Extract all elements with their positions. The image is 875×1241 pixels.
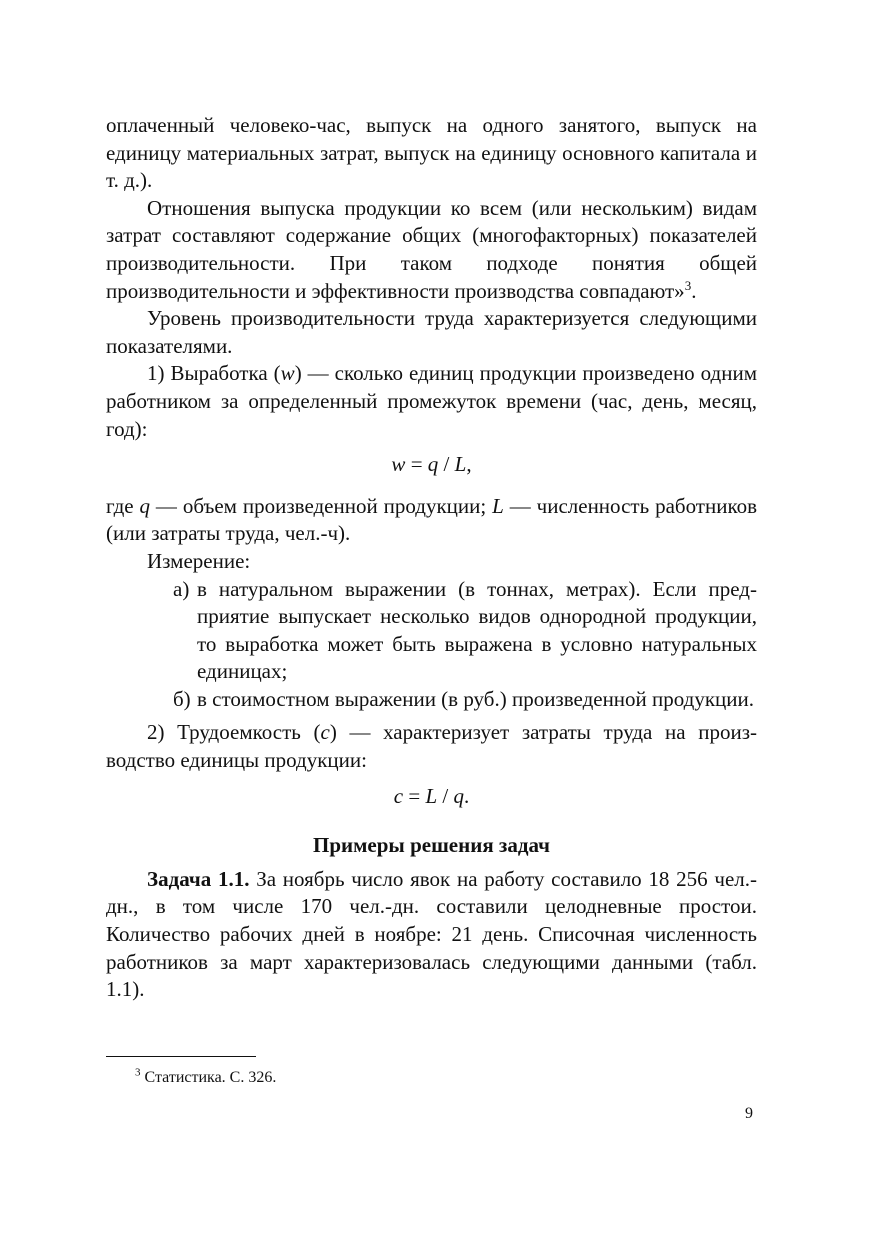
list-marker-b: б) — [173, 686, 191, 711]
var-L: L — [492, 493, 504, 518]
formula-labor-intensity — [106, 783, 757, 811]
list-item-a — [106, 576, 757, 686]
formula-w-eq: = — [405, 452, 428, 477]
list-text-a: в натуральном выражении (в тоннах, метрах). Если предприятие выпускает несколько видов однородной продукции, то выработка может быть выражена в условно натуральных единицах; — [197, 576, 757, 684]
formula-c-q: q — [453, 783, 464, 808]
paragraph-5-c: — численность работников (или затраты труда, чел.-ч). — [106, 493, 757, 546]
var-q: q — [139, 493, 150, 518]
formula-w-L: L — [454, 452, 467, 477]
formula-c-lhs: c — [393, 783, 404, 808]
paragraph-6: Измерение: — [147, 548, 251, 573]
paragraph-7-end: ) — характеризует затраты труда на производство единицы продукции: — [106, 720, 757, 773]
paragraph-5 — [106, 493, 757, 548]
list-item-b — [106, 686, 757, 714]
footnote-divider — [106, 1056, 256, 1057]
var-c: c — [320, 720, 330, 745]
paragraph-7-start: 2) Трудоемкость ( — [147, 720, 321, 745]
paragraph-2-text: Отношения выпуска продукции ко всем (или нескольким) видам затрат составляют содержание общих (многофакторных) показателей производительности. При таком подходе понятия общей производительности и эффективности производства совпадают» — [106, 195, 757, 303]
page-number: 9 — [745, 1105, 753, 1122]
paragraph-5-a: где — [106, 493, 140, 518]
paragraph-1: оплаченный человеко-час, выпуск на одного занятого, выпуск на единицу материальных затрат, выпуск на единицу основного капитала и т. д.). — [106, 113, 757, 193]
var-w: w — [280, 361, 295, 386]
task-paragraph — [106, 866, 757, 1004]
paragraph-2-end: . — [691, 278, 697, 303]
paragraph-7 — [106, 719, 757, 774]
formula-output — [106, 451, 757, 479]
list-text-b: в стоимостном выражении (в руб.) произведенной продукции. — [197, 686, 755, 711]
formula-w-tail: , — [466, 452, 472, 477]
paragraph-4-start: 1) Выработка ( — [147, 361, 281, 386]
formula-c-slash: / — [437, 783, 454, 808]
page-body — [106, 112, 757, 1004]
paragraph-4 — [106, 360, 757, 443]
section-heading: Примеры решения задач — [313, 833, 550, 858]
formula-c-L: L — [425, 783, 438, 808]
footnote — [135, 1066, 277, 1087]
paragraph-4-end: ) — сколько единиц продукции произведено одним работником за определенный промежуток времени (час, день, месяц, год): — [106, 361, 758, 441]
footnote-ref[interactable]: 3 — [684, 277, 692, 293]
formula-w-slash: / — [438, 452, 455, 477]
task-text: За ноябрь число явок на работу составило 18 256 чел.-дн., в том числе 170 чел.-дн. составили целодневные простои. Количество рабочих дней в ноябре: 21 день. Списочная численность работников за март характеризовалась следующими данными (табл. 1.1). — [106, 866, 757, 1002]
footnote-number: 3 — [135, 1066, 141, 1079]
formula-w-lhs: w — [391, 452, 406, 477]
task-label: Задача 1.1. — [147, 866, 250, 891]
paragraph-2 — [106, 195, 757, 305]
paragraph-3: Уровень производительности труда характеризуется следующими показателями. — [106, 306, 757, 358]
formula-c-tail: . — [463, 783, 470, 808]
formula-c-eq: = — [403, 783, 426, 808]
paragraph-5-b: — объем произведенной продукции; — [150, 493, 493, 518]
footnote-text: Статистика. С. 326. — [140, 1069, 277, 1086]
formula-w-q: q — [427, 452, 439, 477]
list-marker-a: а) — [173, 576, 190, 601]
